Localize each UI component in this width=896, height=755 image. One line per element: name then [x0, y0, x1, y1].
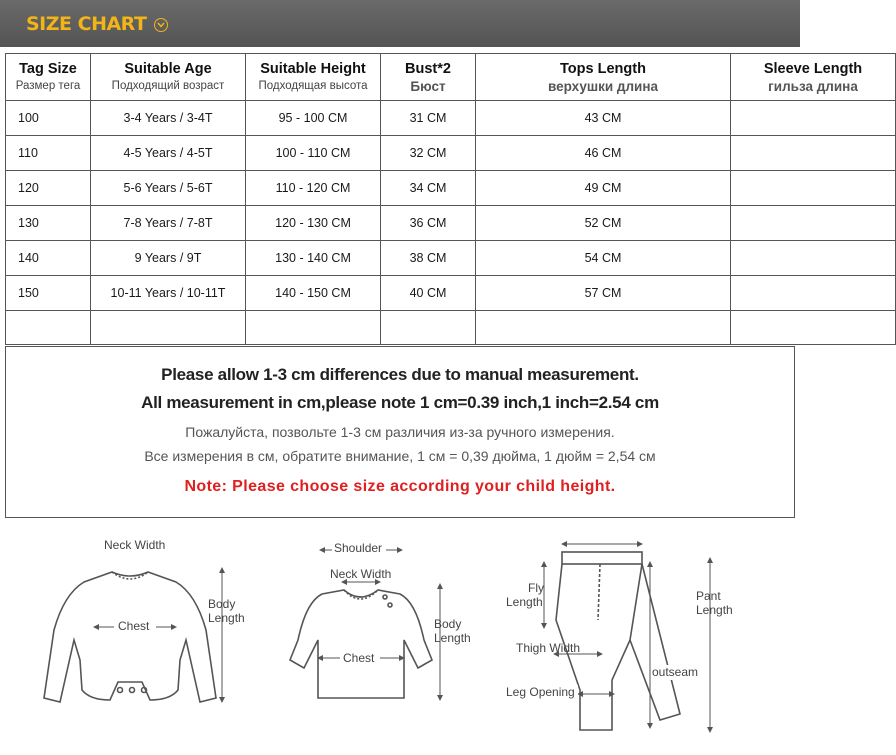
column-subtitle: Бюст — [410, 78, 446, 94]
bodysuit-diagram — [44, 572, 216, 702]
shirt-diagram — [290, 590, 432, 698]
cell-tag-size: 110 — [6, 136, 91, 171]
column-title: Suitable Age — [124, 60, 212, 77]
cell-tops-length: 43 CM — [476, 101, 731, 136]
empty-cell — [91, 311, 246, 345]
note-tolerance-ru: Пожалуйста, позвольте 1-3 см различия из-за ручного измерения. — [185, 424, 615, 440]
pants-leg-label: Leg Opening — [506, 685, 575, 699]
cell-tops-length: 54 CM — [476, 241, 731, 276]
cell-tag-size: 150 — [6, 276, 91, 311]
shirt-length-label-1: Body — [434, 617, 462, 631]
column-header-age — [91, 54, 246, 101]
empty-cell — [381, 311, 476, 345]
cell-age: 10-11 Years / 10-11T — [91, 276, 246, 311]
cell-age: 5-6 Years / 5-6T — [91, 171, 246, 206]
cell-bust: 40 CM — [381, 276, 476, 311]
note-choose-size: Note: Please choose size according your child height. — [184, 478, 616, 495]
cell-tops-length: 52 CM — [476, 206, 731, 241]
bodysuit-chest-label: Chest — [118, 619, 150, 633]
size-table — [5, 53, 896, 345]
column-header-tops-length — [476, 54, 731, 101]
bodysuit-neck-label: Neck Width — [104, 538, 166, 552]
shirt-length-label-2: Length — [434, 631, 471, 645]
empty-cell — [731, 311, 896, 345]
note-units-ru: Все измерения в см, обратите внимание, 1 см = 0,39 дюйма, 1 дюйм = 2,54 см — [144, 448, 656, 464]
cell-tag-size: 100 — [6, 101, 91, 136]
table-header-row — [6, 54, 896, 101]
page-title: SIZE CHART — [26, 12, 147, 35]
cell-bust: 31 CM — [381, 101, 476, 136]
column-title: Suitable Height — [260, 60, 366, 77]
cell-sleeve-length — [731, 171, 896, 206]
cell-height: 120 - 130 CM — [246, 206, 381, 241]
column-header-sleeve-length — [731, 54, 896, 101]
cell-bust: 36 CM — [381, 206, 476, 241]
cell-tag-size: 140 — [6, 241, 91, 276]
cell-height: 130 - 140 CM — [246, 241, 381, 276]
cell-sleeve-length — [731, 276, 896, 311]
diagrams-svg — [0, 530, 800, 750]
cell-height: 100 - 110 CM — [246, 136, 381, 171]
column-title: Bust*2 — [405, 60, 451, 77]
cell-height: 95 - 100 CM — [246, 101, 381, 136]
shirt-chest-label: Chest — [343, 651, 375, 665]
cell-bust: 34 CM — [381, 171, 476, 206]
pants-length-label-1: Pant — [696, 589, 721, 603]
cell-sleeve-length — [731, 241, 896, 276]
cell-age: 9 Years / 9T — [91, 241, 246, 276]
cell-tag-size: 130 — [6, 206, 91, 241]
table-row-empty — [6, 311, 896, 345]
column-title: Tops Length — [560, 60, 646, 77]
cell-age: 3-4 Years / 3-4T — [91, 101, 246, 136]
cell-sleeve-length — [731, 206, 896, 241]
cell-tag-size: 120 — [6, 171, 91, 206]
column-subtitle: Подходящий возраст — [111, 79, 225, 92]
pants-thigh-label: Thigh Width — [516, 641, 581, 655]
cell-age: 4-5 Years / 4-5T — [91, 136, 246, 171]
column-subtitle: гильза длина — [768, 78, 858, 94]
column-subtitle: Подходящая высота — [258, 79, 368, 92]
cell-age: 7-8 Years / 7-8T — [91, 206, 246, 241]
cell-sleeve-length — [731, 136, 896, 171]
note-units-en: All measurement in cm,please note 1 cm=0.39 inch,1 inch=2.54 cm — [141, 393, 659, 412]
cell-height: 140 - 150 CM — [246, 276, 381, 311]
cell-bust: 38 CM — [381, 241, 476, 276]
size-table-container — [5, 53, 863, 345]
empty-cell — [6, 311, 91, 345]
pants-fly-label-1: Fly — [528, 581, 544, 595]
cell-tops-length: 57 CM — [476, 276, 731, 311]
table-row — [6, 241, 896, 276]
table-row — [6, 101, 896, 136]
cell-tops-length: 46 CM — [476, 136, 731, 171]
measurement-notes — [5, 346, 795, 518]
column-header-bust — [381, 54, 476, 101]
shirt-neck-label: Neck Width — [330, 567, 392, 581]
table-row — [6, 206, 896, 241]
pants-length-label-2: Length — [696, 603, 733, 617]
cell-height: 110 - 120 CM — [246, 171, 381, 206]
empty-cell — [246, 311, 381, 345]
chevron-down-icon[interactable] — [154, 18, 168, 32]
table-row — [6, 171, 896, 206]
shirt-shoulder-label: Shoulder — [334, 541, 383, 555]
bodysuit-length-label-2: Length — [208, 611, 245, 625]
column-title: Tag Size — [19, 60, 77, 77]
table-row — [6, 136, 896, 171]
pants-outseam-label: outseam — [652, 665, 699, 679]
measurement-diagrams — [0, 530, 800, 750]
column-title: Sleeve Length — [763, 60, 863, 77]
column-header-tag-size — [6, 54, 91, 101]
empty-cell — [476, 311, 731, 345]
note-tolerance-en: Please allow 1-3 cm differences due to manual measurement. — [161, 365, 639, 384]
column-header-height — [246, 54, 381, 101]
table-row — [6, 276, 896, 311]
pants-fly-label-2: Length — [506, 595, 543, 609]
column-subtitle: Размер тега — [15, 79, 81, 92]
cell-sleeve-length — [731, 101, 896, 136]
column-subtitle: верхушки длина — [547, 78, 659, 94]
header-bar — [0, 0, 800, 47]
cell-bust: 32 CM — [381, 136, 476, 171]
bodysuit-length-label-1: Body — [208, 597, 236, 611]
cell-tops-length: 49 CM — [476, 171, 731, 206]
